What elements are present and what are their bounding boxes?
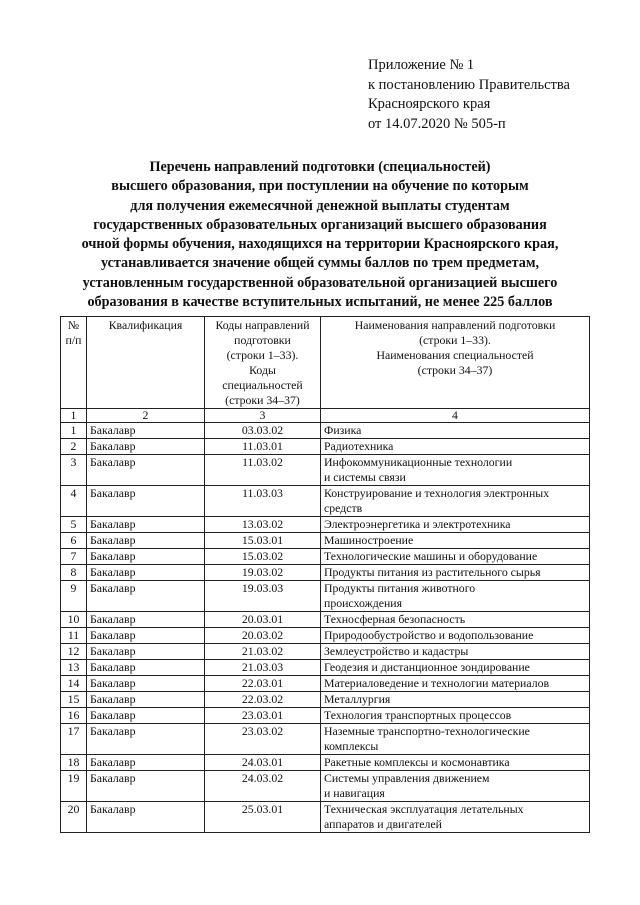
table-row [61,423,590,439]
row-qualification: Бакалавр [87,660,205,676]
row-number: 16 [61,708,87,724]
row-name-line: Природообустройство и водопользование [324,628,534,642]
row-qualification: Бакалавр [87,423,205,439]
appendix-block [368,56,570,134]
row-name [321,802,590,833]
row-number: 6 [61,533,87,549]
table-row [61,802,590,833]
title-line: устанавливается значение общей суммы баллов по трем предметам, [100,255,540,272]
table-row [61,660,590,676]
row-name-line: Материаловедение и технологии материалов [324,676,550,690]
header-codes-line: Коды направлений [215,318,310,332]
row-number: 7 [61,549,87,565]
row-code: 19.03.03 [205,581,321,612]
table-header-row [61,317,590,409]
row-number: 8 [61,565,87,581]
table-row [61,628,590,644]
row-code: 15.03.01 [205,533,321,549]
row-number: 9 [61,581,87,612]
title-line: Перечень направлений подготовки (специальностей) [149,159,491,175]
appendix-line-4: от 14.07.2020 № 505-п [368,115,506,132]
row-name [321,581,590,612]
column-index-cell: 2 [87,409,205,423]
row-name [321,549,590,565]
row-number: 2 [61,439,87,455]
row-code: 11.03.02 [205,455,321,486]
appendix-line-1: Приложение № 1 [368,57,475,73]
row-code: 03.03.02 [205,423,321,439]
row-number: 4 [61,486,87,517]
row-name-line: и системы связи [324,470,406,484]
row-name [321,644,590,660]
row-number: 3 [61,455,87,486]
row-code: 19.03.02 [205,565,321,581]
row-name [321,724,590,755]
header-qualification: Квалификация [87,317,205,409]
row-name [321,692,590,708]
table-row [61,549,590,565]
row-number: 5 [61,517,87,533]
row-name-line: и навигация [324,786,385,800]
row-qualification: Бакалавр [87,549,205,565]
row-name [321,708,590,724]
header-names-line: Наименования специальностей [376,348,534,362]
row-qualification: Бакалавр [87,486,205,517]
row-name-line: Наземные транспортно-технологические [324,724,530,738]
row-code: 20.03.01 [205,612,321,628]
directions-table [60,316,590,833]
header-num-line: п/п [65,333,82,347]
row-name-line: комплексы [324,739,379,753]
row-name-line: Техносферная безопасность [324,612,466,626]
row-name-line: Электроэнергетика и электротехника [324,517,511,531]
column-index-row [61,409,590,423]
row-qualification: Бакалавр [87,771,205,802]
table-row [61,581,590,612]
title-line: очной формы обучения, находящихся на территории Красноярского края, [81,236,559,253]
row-number: 10 [61,612,87,628]
row-code: 13.03.02 [205,517,321,533]
header-names [321,317,590,409]
row-name [321,755,590,771]
row-name [321,660,590,676]
appendix-line-3: Красноярского края [368,96,491,112]
row-qualification: Бакалавр [87,612,205,628]
row-number: 17 [61,724,87,755]
row-qualification: Бакалавр [87,676,205,692]
row-name [321,676,590,692]
row-name-line: Металлургия [324,692,391,706]
row-name-line: Технология транспортных процессов [324,708,512,722]
row-qualification: Бакалавр [87,755,205,771]
title-line: государственных образовательных организаций высшего образования [93,216,547,233]
header-names-line: (строки 34–37) [417,363,493,377]
table-row [61,692,590,708]
table-row [61,533,590,549]
row-number: 1 [61,423,87,439]
table-row [61,455,590,486]
table-row [61,486,590,517]
row-name [321,517,590,533]
row-code: 21.03.03 [205,660,321,676]
row-qualification: Бакалавр [87,724,205,755]
table-row [61,755,590,771]
header-codes-line: Коды специальностей [222,363,303,392]
row-name-line: Физика [324,423,362,437]
row-code: 22.03.02 [205,692,321,708]
row-name [321,533,590,549]
table-row [61,565,590,581]
row-qualification: Бакалавр [87,644,205,660]
row-name-line: Продукты питания из растительного сырья [324,565,541,579]
row-code: 25.03.01 [205,802,321,833]
table-row [61,676,590,692]
row-name [321,439,590,455]
table-row [61,708,590,724]
row-code: 24.03.01 [205,755,321,771]
document-title [40,158,600,312]
row-name-line: аппаратов и двигателей [324,817,442,831]
row-qualification: Бакалавр [87,565,205,581]
row-code: 23.03.01 [205,708,321,724]
row-number: 14 [61,676,87,692]
header-names-line: Наименования направлений подготовки [354,318,556,332]
appendix-line-2: к постановлению Правительства [368,76,570,93]
row-code: 15.03.02 [205,549,321,565]
header-codes-line: подготовки [234,333,291,347]
table-row [61,771,590,802]
row-qualification: Бакалавр [87,692,205,708]
row-name [321,486,590,517]
header-names-line: (строки 1–33). [419,333,491,347]
row-code: 21.03.02 [205,644,321,660]
row-name [321,628,590,644]
column-index-cell: 1 [61,409,87,423]
row-name [321,565,590,581]
row-name [321,612,590,628]
row-qualification: Бакалавр [87,802,205,833]
row-qualification: Бакалавр [87,455,205,486]
row-name-line: Конструирование и технология электронных [324,486,550,500]
row-name-line: Продукты питания животного [324,581,476,595]
table-row [61,439,590,455]
row-name-line: Ракетные комплексы и космонавтика [324,755,510,769]
row-name [321,771,590,802]
column-index-cell: 4 [321,409,590,423]
table-row [61,612,590,628]
row-name-line: Геодезия и дистанционное зондирование [324,660,530,674]
title-line: установленным государственной образовательной организацией высшего [82,274,558,291]
row-qualification: Бакалавр [87,581,205,612]
row-name-line: Техническая эксплуатация летательных [324,802,524,816]
header-num [61,317,87,409]
row-name-line: Инфокоммуникационные технологии [324,455,513,469]
table-row [61,644,590,660]
row-number: 19 [61,771,87,802]
row-name [321,423,590,439]
row-qualification: Бакалавр [87,533,205,549]
row-number: 13 [61,660,87,676]
row-qualification: Бакалавр [87,439,205,455]
row-code: 22.03.01 [205,676,321,692]
header-codes [205,317,321,409]
row-name-line: Машиностроение [324,533,414,547]
row-qualification: Бакалавр [87,708,205,724]
row-name-line: средств [324,501,363,515]
column-index-cell: 3 [205,409,321,423]
table-row [61,517,590,533]
row-number: 20 [61,802,87,833]
row-qualification: Бакалавр [87,628,205,644]
row-code: 24.03.02 [205,771,321,802]
row-name-line: Технологические машины и оборудование [324,549,538,563]
title-line: для получения ежемесячной денежной выплаты студентам [130,197,510,214]
row-name-line: Землеустройство и кадастры [324,644,469,658]
row-code: 11.03.01 [205,439,321,455]
row-code: 11.03.03 [205,486,321,517]
title-line: высшего образования, при поступлении на обучение по которым [111,178,529,195]
table-row [61,724,590,755]
header-codes-line: (строки 34–37) [225,393,300,407]
row-code: 23.03.02 [205,724,321,755]
header-codes-line: (строки 1–33). [226,348,299,362]
row-code: 20.03.02 [205,628,321,644]
row-number: 15 [61,692,87,708]
header-num-line: № [67,318,80,332]
title-line: образования в качестве вступительных испытаний, не менее 225 баллов [87,294,553,311]
row-name-line: происхождения [324,596,402,610]
row-name-line: Системы управления движением [324,771,490,785]
row-qualification: Бакалавр [87,517,205,533]
row-name [321,455,590,486]
row-number: 11 [61,628,87,644]
row-number: 18 [61,755,87,771]
row-number: 12 [61,644,87,660]
row-name-line: Радиотехника [324,439,394,453]
